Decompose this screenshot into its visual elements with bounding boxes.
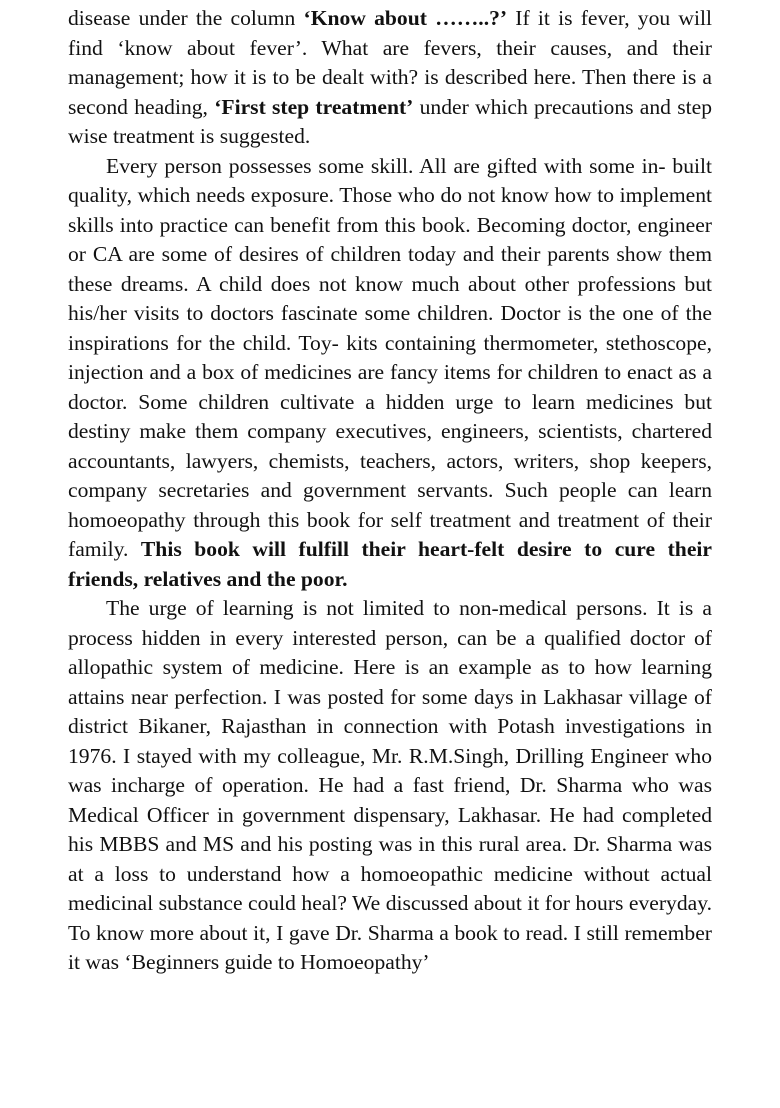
text-segment: under which precautions and step wise treatment is suggested. [68, 94, 712, 148]
text-segment: If it is fever, you will find ‘know about fever’. What are fevers, their causes, and their management; how it is to be dealt with? is described here. Then there is a second heading, [68, 6, 712, 119]
heading-know-about: ‘Know about ……..?’ [303, 6, 508, 30]
emphasis-heart-felt-desire: This book will fulfill their heart-felt desire to cure their friends, relatives and the poor. [68, 537, 712, 591]
paragraph-skills [68, 152, 712, 595]
text-segment: disease under the column [68, 6, 304, 30]
paragraph-urge-of-learning [68, 594, 712, 978]
text-segment: Every person possesses some skill. All are gifted with some in- built quality, which needs exposure. Those who do not know how to implement skills into practice can benefit from this book. Becoming doctor, engineer or CA are some of desires of children today and their parents show them these dreams. A child does not know much about other professions but his/her visits to doctors fascinate some children. Doctor is the one of the inspirations for the child. Toy- kits containing thermometer, stethoscope, injection and a box of medicines are fancy items for children to enact as a doctor. Some children cultivate a hidden urge to learn medicines but destiny make them company executives, engineers, scientists, chartered accountants, lawyers, chemists, teachers, actors, writers, shop keepers, company secretaries and government servants. Such people can learn homoeopathy through this book for self treatment and treatment of their family. [68, 153, 712, 561]
text-segment: The urge of learning is not limited to non-medical persons. It is a process hidden in every interested person, can be a qualified doctor of allopathic system of medicine. Here is an example as to how learning attains near perfection. I was posted for some days in Lakhasar village of district Bikaner, Rajasthan in connection with Potash investigations in 1976. I stayed with my colleague, Mr. R.M.Singh, Drilling Engineer who was incharge of operation. He had a fast friend, Dr. Sharma who was Medical Officer in government dispensary, Lakhasar. He had completed his MBBS and MS and his posting was in this rural area. Dr. Sharma was at a loss to understand how a homoeopathic medicine without actual medicinal substance could heal? We discussed about it for hours everyday. To know more about it, I gave Dr. Sharma a book to read. I still remember it was ‘Beginners guide to Homoeopathy’ [68, 596, 712, 974]
paragraph-know-about [68, 4, 712, 152]
page-body [68, 4, 712, 978]
heading-first-step-treatment: ‘First step treatment’ [214, 94, 414, 119]
